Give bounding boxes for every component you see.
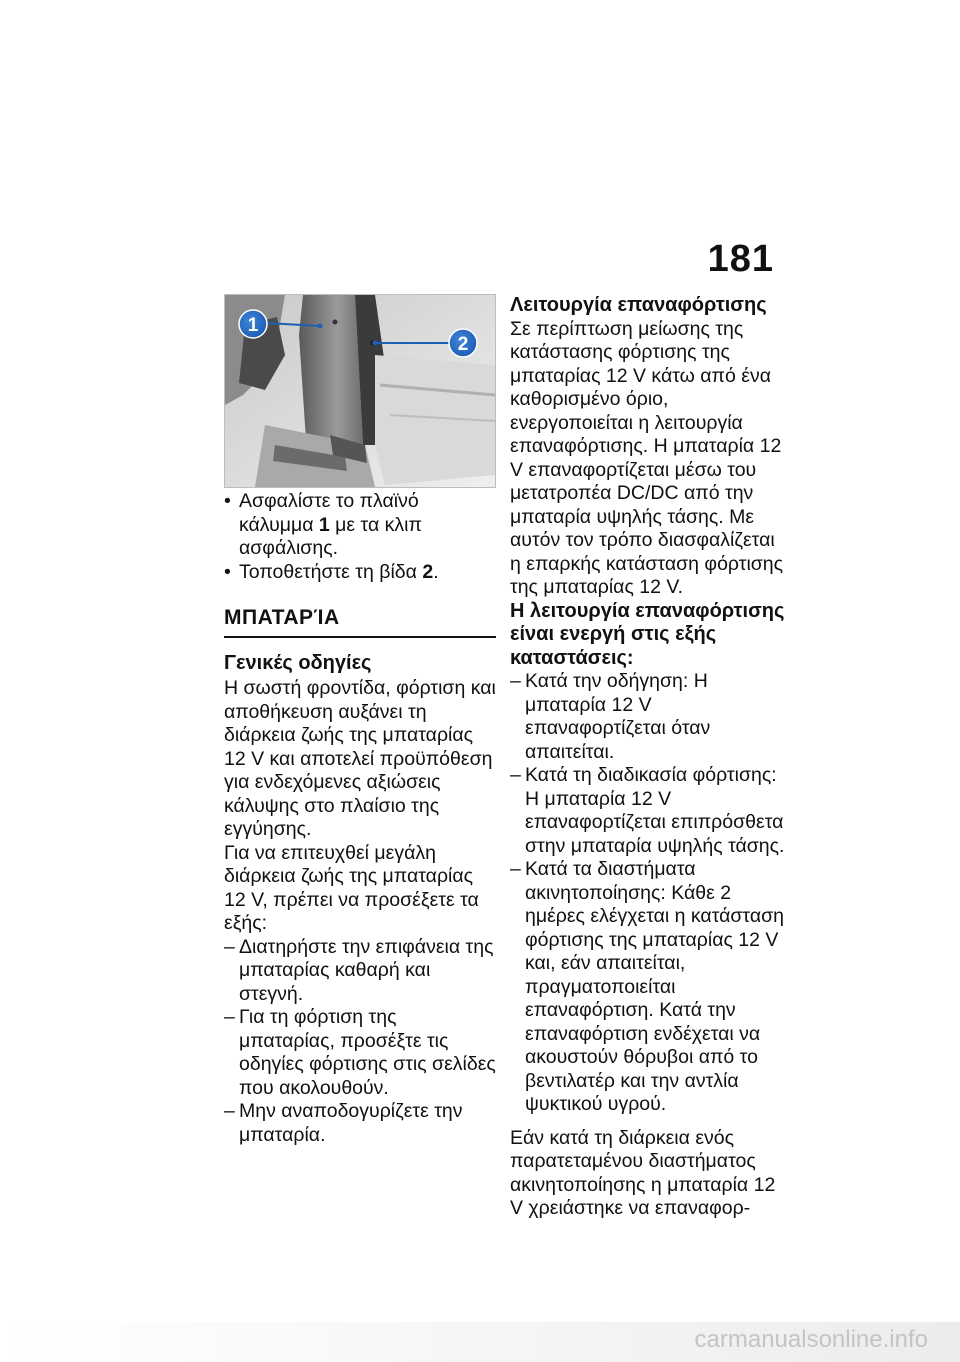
callout-2-label: 2 [457, 334, 469, 355]
reference-number: 1 [318, 513, 330, 536]
list-item: – Κατά την οδήγηση: Η μπαταρία 12 V επαναφορτίζεται όταν απαιτείται. [510, 670, 785, 764]
list-item: – Κατά τα διαστήματα ακινητοποίησης: Κάθε 2 ημέρες ελέγχεται η κατάσταση φόρτισης της μπαταρίας 12 V και, εάν απαιτείται, πραγματοποιείται επαναφόρτιση. Κατά την επαναφόρτιση ενδέχεται να ακουστούν θόρυβοι από το βεντιλατέρ και την αντλία ψυκτικού υγρού. [510, 858, 785, 1117]
paragraph-long-standstill: Εάν κατά τη διάρκεια ενός παρατεταμένου διαστήματος ακινητοποίησης η μπαταρία 12 V χρειάστηκε να επαναφορ- [510, 1126, 776, 1219]
scooter-side-cover-image [225, 295, 495, 487]
list-item: – Για τη φόρτιση της μπαταρίας, προσέξτε τις οδηγίες φόρτισης στις σελίδες που ακολουθούν. [224, 1006, 496, 1100]
watermark-text: carmanualsonline.info [694, 1326, 928, 1353]
instruction-secure-cover [224, 490, 496, 561]
paragraph-battery-life: Για να επιτευχθεί μεγάλη διάρκεια ζωής της μπαταρίας 12 V, πρέπει να προσέξετε τα εξής: [224, 841, 479, 934]
list-item: – Κατά τη διαδικασία φόρτισης: Η μπαταρία 12 V επαναφορτίζεται επιπρόσθετα στην μπαταρία υψηλής τάσης. [510, 764, 785, 858]
callout-2-marker [449, 329, 477, 357]
subhead-general-instructions: Γενικές οδηγίες [224, 651, 372, 674]
list-item: – Μην αναποδογυρίζετε την μπαταρία. [224, 1100, 496, 1147]
callout-1-marker [239, 310, 267, 338]
paragraph-recharge-description: Σε περίπτωση μείωσης της κατάστασης φόρτισης της μπαταρίας 12 V κάτω από ένα καθορισμένο όριο, ενεργοποιείται η λειτουργία επαναφόρτισης. Η μπαταρία 12 V επαναφορτίζεται μέσω του μετατροπέα DC/DC από την μπαταρία υψηλής τάσης. Με αυτόν τον τρόπο διασφαλίζεται η επαρκής κατάσταση φόρτισης της μπαταρίας 12 V. [510, 317, 784, 598]
instruction-text: . [433, 560, 439, 583]
callout-1-label: 1 [247, 315, 259, 336]
instruction-text: Τοποθετήστε τη βίδα [239, 560, 423, 583]
instruction-text: με τα κλιπ ασφάλισης. [239, 513, 422, 559]
footer-bar [0, 1322, 960, 1362]
instruction-text: Ασφαλίστε το πλαϊνό κάλυμμα [239, 490, 419, 536]
left-column [224, 490, 496, 1147]
subhead-recharge-active-states: Η λειτουργία επαναφόρτισης είναι ενεργή στις εξής καταστάσεις: [510, 599, 785, 669]
page-number: 181 [707, 238, 774, 280]
battery-cover-figure [224, 294, 496, 488]
subhead-recharge-function: Λειτουργία επαναφόρτισης [510, 294, 767, 316]
section-title-battery: ΜΠΑΤΑΡΊΑ [224, 606, 496, 638]
reference-number: 2 [422, 560, 434, 583]
instruction-insert-screw [224, 561, 496, 585]
list-item: – Διατηρήστε την επιφάνεια της μπαταρίας καθαρή και στεγνή. [224, 936, 496, 1007]
right-column [510, 294, 785, 1221]
paragraph-battery-care: Η σωστή φροντίδα, φόρτιση και αποθήκευση αυξάνει τη διάρκεια ζωής της μπαταρίας 12 V και αποτελεί προϋπόθεση για ενδεχόμενες αξιώσεις κάλυψης στο πλαίσιο της εγγύησης. [224, 677, 496, 840]
